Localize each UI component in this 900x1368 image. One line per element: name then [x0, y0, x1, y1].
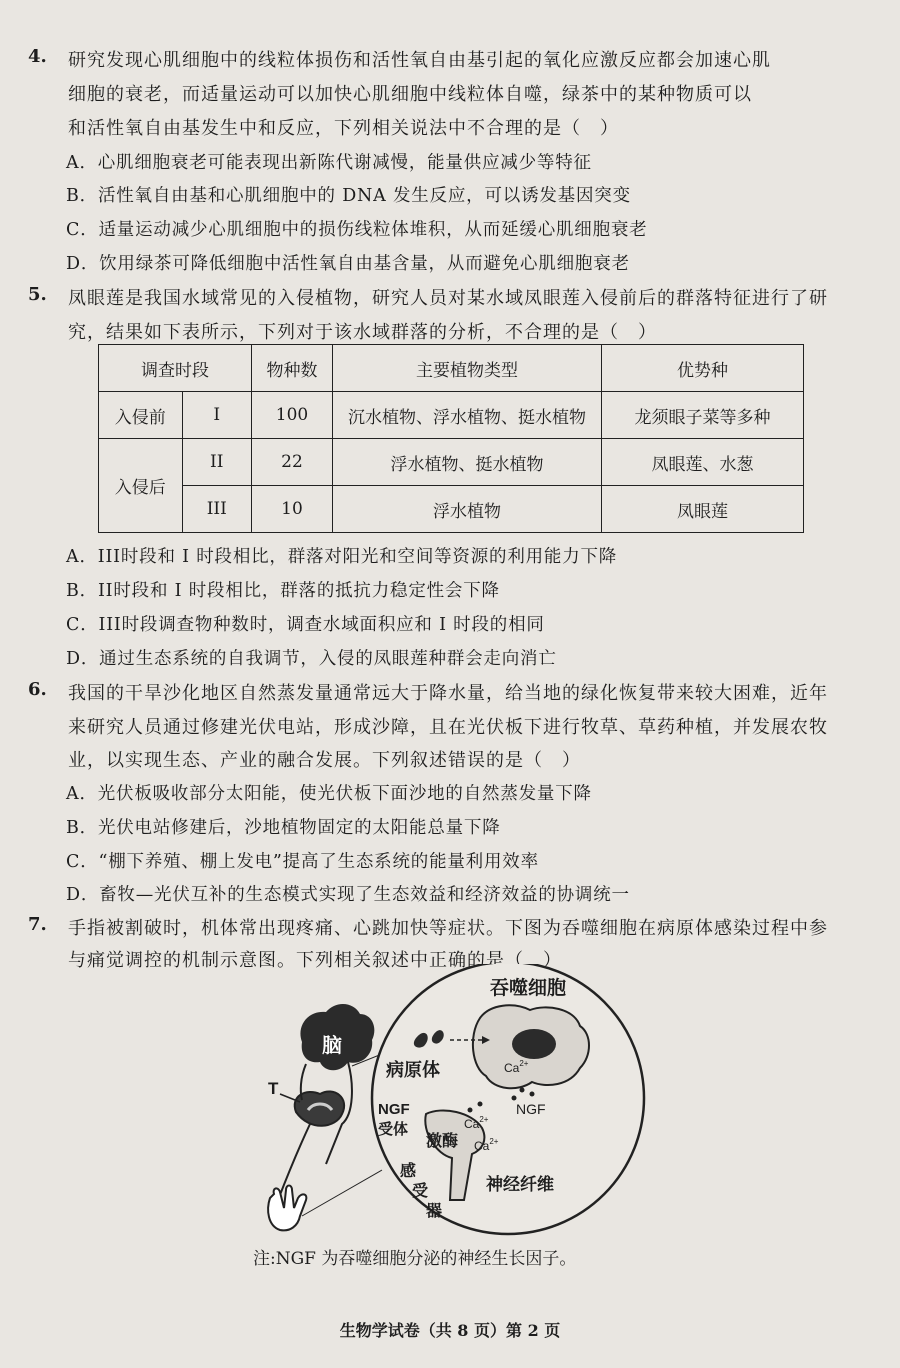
- hand-shape: [268, 1186, 306, 1231]
- t-label: T: [268, 1079, 279, 1098]
- cell-stage: II: [182, 439, 251, 486]
- brain-label: 脑: [322, 1035, 342, 1057]
- cell-count: 100: [252, 392, 333, 439]
- figure-note: 注:NGF 为吞噬细胞分泌的神经生长因子。: [253, 1249, 577, 1269]
- table-row: [99, 486, 804, 533]
- inset-connector: [302, 1170, 382, 1216]
- ngf-particle: [478, 1102, 483, 1107]
- option-a: A．III时段和 I 时段相比，群落对阳光和空间等资源的利用能力下降: [66, 547, 618, 567]
- cell-types: 浮水植物: [333, 486, 602, 533]
- cell-period: 入侵前: [99, 392, 183, 439]
- ca-label: $Ca^{2+}$: [504, 1059, 529, 1075]
- cell-types: 浮水植物、挺水植物: [333, 439, 602, 486]
- question-number: 4.: [28, 46, 47, 67]
- table-row: [99, 392, 804, 439]
- cell-types: 沉水植物、浮水植物、挺水植物: [333, 392, 602, 439]
- question-text-line: 手指被割破时，机体常出现疼痛、心跳加快等症状。下图为吞噬细胞在病原体感染过程中参: [68, 918, 828, 939]
- macrophage-label: 吞噬细胞: [490, 978, 567, 999]
- question-text-line: 凤眼莲是我国水域常见的入侵植物，研究人员对某水域凤眼莲入侵前后的群落特征进行了研: [68, 288, 828, 309]
- header-period: 调查时段: [99, 345, 252, 392]
- question-number: 7.: [28, 914, 47, 935]
- header-species-count: 物种数: [252, 345, 333, 392]
- ngf-particle: [512, 1096, 517, 1101]
- header-dominant: 优势种: [602, 345, 804, 392]
- option-c: C．适量运动减少心肌细胞中的损伤线粒体堆积，从而延缓心肌细胞衰老: [66, 220, 648, 240]
- receptor-label-2: 受: [412, 1183, 429, 1200]
- receptor-label-3: 器: [426, 1203, 443, 1220]
- cell-dominant: 凤眼莲: [602, 486, 804, 533]
- option-c: C．III时段调查物种数时，调查水域面积应和 I 时段的相同: [66, 615, 545, 635]
- receptor-label-1: 感: [400, 1163, 417, 1180]
- cell-dominant: 龙须眼子菜等多种: [602, 392, 804, 439]
- option-a: A．光伏板吸收部分太阳能，使光伏板下面沙地的自然蒸发量下降: [66, 784, 592, 804]
- question-text-line: 究，结果如下表所示，下列对于该水域群落的分析，不合理的是（ ）: [68, 322, 657, 343]
- nerve-path: [278, 1124, 310, 1200]
- cell-count: 22: [252, 439, 333, 486]
- option-b: B．活性氧自由基和心肌细胞中的 DNA 发生反应，可以诱发基因突变: [66, 186, 631, 206]
- ngf-receptor-label-2: 受体: [378, 1121, 409, 1138]
- cell-dominant: 凤眼莲、水葱: [602, 439, 804, 486]
- option-b: B．II时段和 I 时段相比，群落的抵抗力稳定性会下降: [66, 581, 500, 601]
- ngf-label: NGF: [516, 1101, 546, 1117]
- option-b: B．光伏电站修建后，沙地植物固定的太阳能总量下降: [66, 818, 501, 838]
- option-d: D．畜牧—光伏互补的生态模式实现了生态效益和经济效益的协调统一: [66, 885, 630, 905]
- question-text-line: 来研究人员通过修建光伏电站，形成沙障，且在光伏板下进行牧草、草药种植，并发展农牧: [68, 717, 828, 738]
- question-text-line: 和活性氧自由基发生中和反应，下列相关说法中不合理的是（ ）: [68, 118, 619, 139]
- option-d: D．通过生态系统的自我调节，入侵的凤眼莲种群会走向消亡: [66, 649, 557, 669]
- cell-stage: III: [182, 486, 251, 533]
- question-text-line: 与痛觉调控的机制示意图。下列相关叙述中正确的是（ ）: [68, 950, 562, 971]
- cell-nucleus: [512, 1029, 556, 1059]
- page-footer: 生物学试卷（共 8 页）第 2 页: [339, 1321, 561, 1340]
- question-text-line: 研究发现心肌细胞中的线粒体损伤和活性氧自由基引起的氧化应激反应都会加速心肌: [68, 50, 771, 71]
- table-row: [99, 439, 804, 486]
- ca-label: $Ca^{2+}$: [464, 1115, 489, 1131]
- header-plant-types: 主要植物类型: [333, 345, 602, 392]
- option-d: D．饮用绿茶可降低细胞中活性氧自由基含量，从而避免心肌细胞衰老: [66, 254, 630, 274]
- ngf-particle: [468, 1108, 473, 1113]
- cell-period: 入侵后: [99, 439, 183, 533]
- table-header-row: [99, 345, 804, 392]
- option-c: C．“棚下养殖、棚上发电”提高了生态系统的能量利用效率: [66, 852, 539, 872]
- pathogen-label: 病原体: [386, 1060, 440, 1080]
- question-text-line: 我国的干旱沙化地区自然蒸发量通常远大于降水量，给当地的绿化恢复带来较大困难，近年: [68, 683, 828, 704]
- question-text-line: 业，以实现生态、产业的融合发展。下列叙述错误的是（ ）: [68, 750, 581, 771]
- nerve-fiber-label: 神经纤维: [486, 1175, 554, 1194]
- question-number: 6.: [28, 679, 47, 700]
- ngf-receptor-label-1: NGF: [378, 1101, 410, 1118]
- cell-count: 10: [252, 486, 333, 533]
- question-text-line: 细胞的衰老，而适量运动可以加快心肌细胞中线粒体自噬，绿茶中的某种物质可以: [68, 84, 752, 105]
- ngf-particle: [520, 1088, 525, 1093]
- kinase-label: 激酶: [426, 1133, 459, 1150]
- option-a: A．心肌细胞衰老可能表现出新陈代谢减慢，能量供应减少等特征: [66, 153, 592, 173]
- pain-mechanism-diagram: [250, 964, 650, 1240]
- survey-table: [98, 344, 804, 533]
- cell-stage: I: [182, 392, 251, 439]
- ngf-particle: [530, 1092, 535, 1097]
- ca-label: $Ca^{2+}$: [474, 1137, 499, 1153]
- question-number: 5.: [28, 284, 47, 305]
